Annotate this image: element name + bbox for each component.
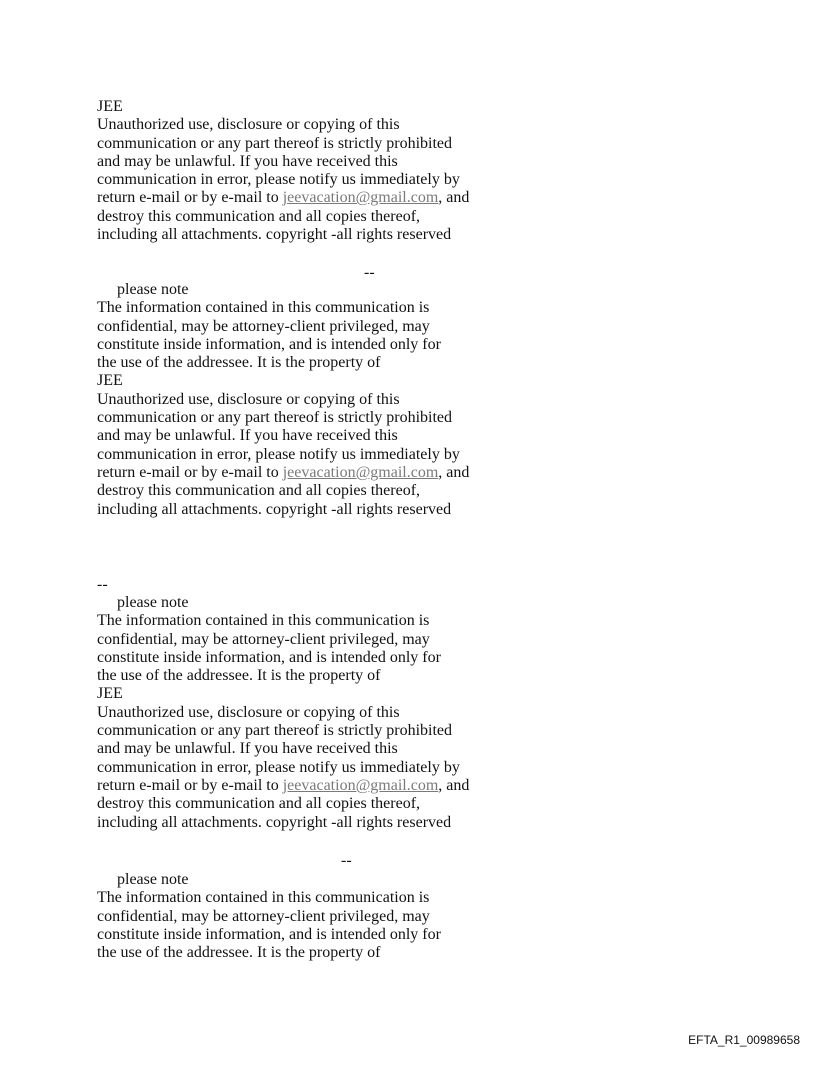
text-line: the use of the addressee. It is the property of [97,667,381,685]
email-link[interactable]: jeevacation@gmail.com [282,776,439,794]
text-line: JEE [97,98,123,115]
text-line: confidential, may be attorney-client privileged, may [97,630,430,648]
disclaimer-section-3 [97,594,469,832]
disclaimer-section-4 [97,871,441,962]
text-line: constitute inside information, and is intended only for [97,648,441,666]
text-line: destroy this communication and all copies thereof, [97,482,421,500]
text-line: The information contained in this communication is [97,612,430,630]
text-line: The information contained in this communication is [97,889,430,907]
text-line: the use of the addressee. It is the property of [97,354,381,372]
text-line: including all attachments. copyright -all rights reserved [97,226,452,244]
email-link[interactable]: jeevacation@gmail.com [282,463,439,481]
text-line: and may be unlawful. If you have received this [97,427,398,445]
text-line: Unauthorized use, disclosure or copying of this [97,116,400,134]
text-line: communication or any part thereof is strictly prohibited [97,409,453,427]
text-line: Unauthorized use, disclosure or copying of this [97,390,400,408]
text-fragment: , and [438,776,470,794]
text-fragment: return e-mail or by e-mail to [97,776,283,794]
text-line [97,189,469,207]
disclaimer-section-2 [97,281,469,519]
text-line: JEE [97,372,123,390]
signature-separator: -- [97,576,108,593]
text-line: and may be unlawful. If you have received this [97,152,398,170]
text-line: Unauthorized use, disclosure or copying of this [97,703,400,721]
text-fragment: return e-mail or by e-mail to [97,463,283,481]
text-line: destroy this communication and all copies thereof, [97,207,421,225]
text-line: destroy this communication and all copies thereof, [97,795,421,813]
text-line: The information contained in this communication is [97,299,430,317]
text-line: confidential, may be attorney-client privileged, may [97,317,430,335]
text-line: and may be unlawful. If you have received this [97,740,398,758]
text-line: communication in error, please notify us immediately by [97,171,460,189]
text-line [97,464,469,482]
signature-separator: -- [341,852,352,869]
text-line: constitute inside information, and is intended only for [97,925,441,943]
please-note-heading: please note [117,594,189,611]
disclaimer-section-1 [97,98,469,244]
text-line [97,777,469,795]
text-line: communication in error, please notify us immediately by [97,758,460,776]
text-line: communication or any part thereof is strictly prohibited [97,134,453,152]
please-note-heading: please note [117,281,189,298]
text-line: including all attachments. copyright -all rights reserved [97,813,452,831]
text-line: the use of the addressee. It is the property of [97,944,381,962]
text-fragment: , and [438,463,470,481]
text-line: including all attachments. copyright -all rights reserved [97,500,452,518]
email-link[interactable]: jeevacation@gmail.com [282,189,439,207]
text-line: JEE [97,685,123,703]
text-fragment: return e-mail or by e-mail to [97,189,283,207]
signature-separator: -- [364,264,375,281]
text-line: confidential, may be attorney-client privileged, may [97,907,430,925]
text-line: constitute inside information, and is intended only for [97,335,441,353]
text-fragment: , and [438,189,470,207]
text-line: communication in error, please notify us immediately by [97,445,460,463]
text-line: communication or any part thereof is strictly prohibited [97,722,453,740]
document-id: EFTA_R1_00989658 [688,1033,800,1047]
please-note-heading: please note [117,871,189,888]
